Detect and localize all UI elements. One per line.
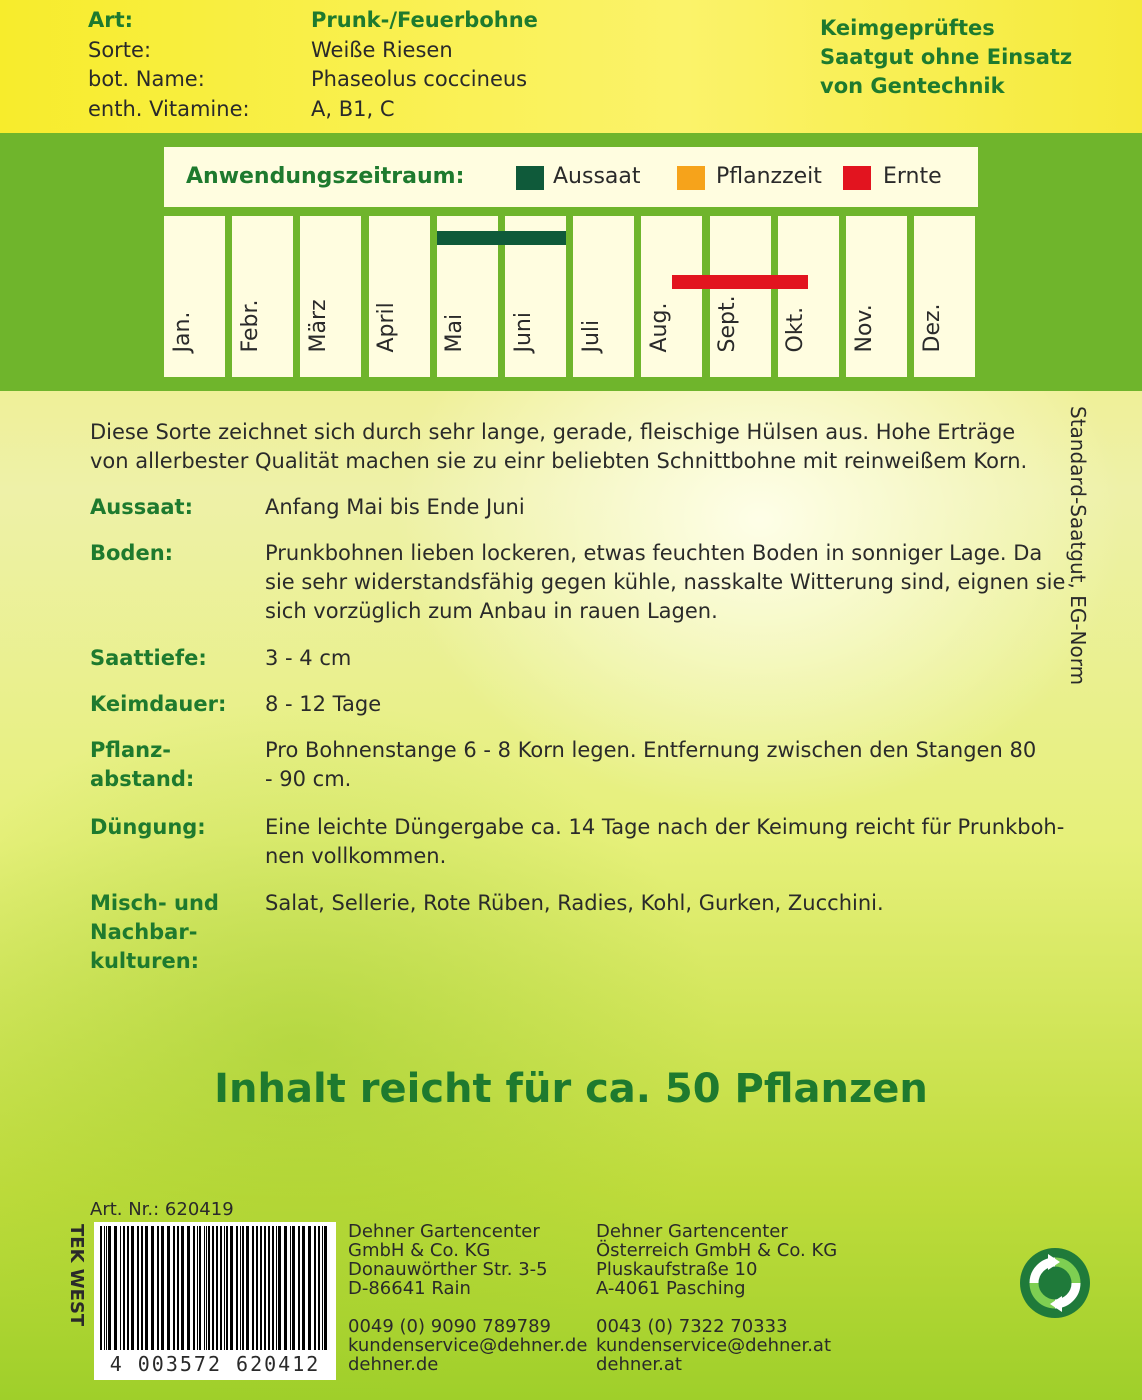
detail-key-line: Nachbar- <box>90 920 198 944</box>
fact-label: bot. Name: <box>88 67 205 91</box>
month-label: April <box>374 302 400 353</box>
detail-value-line: Eine leichte Düngergabe ca. 14 Tage nach der Keimung reicht für Prunkboh- <box>265 815 1065 839</box>
month-column <box>232 216 293 377</box>
detail-key-line: Misch- und <box>90 891 219 915</box>
fact-value: Weiße Riesen <box>311 37 453 62</box>
barcode-bar <box>252 1226 254 1350</box>
address-line: Donauwörther Str. 3-5 <box>348 1259 548 1280</box>
description: Diese Sorte zeichnet sich durch sehr lange, gerade, fleischige Hülsen aus. Hohe Erträge von allerbester Qualität machen sie zu einr beliebten Schnittbohne mit reinweißem Korn. <box>90 420 1028 473</box>
barcode-bar <box>268 1226 270 1350</box>
detail-key-line: Keimdauer: <box>90 692 227 716</box>
barcode-bar <box>127 1226 129 1350</box>
detail-value-line: nen vollkommen. <box>265 844 447 868</box>
detail-value-line: - 90 cm. <box>265 767 352 791</box>
barcode-bar <box>256 1226 258 1350</box>
barcode-bar <box>220 1226 222 1350</box>
barcode-bar <box>167 1226 170 1350</box>
fact-value: Phaseolus coccineus <box>311 67 528 91</box>
detail-key <box>90 813 260 842</box>
address-spacer <box>596 1298 837 1317</box>
barcode-bar <box>157 1226 159 1350</box>
detail-value <box>265 889 1045 918</box>
month-column <box>573 216 634 377</box>
address-line: A-4061 Pasching <box>596 1278 746 1299</box>
detail-value-line: sie sehr widerstandsfähig gegen kühle, nasskalte Witterung sind, eignen sie <box>265 570 1066 594</box>
period-bar-ernte <box>672 275 807 289</box>
barcode-bar <box>151 1226 154 1350</box>
barcode-bar <box>240 1226 241 1350</box>
barcode-bar <box>308 1226 311 1350</box>
barcode-bar <box>242 1226 244 1350</box>
content-note: Inhalt reicht für ca. 50 Pflanzen <box>214 1066 928 1112</box>
legend-label-ernte: Ernte <box>883 164 942 189</box>
side-note <box>1062 406 1092 696</box>
address-line: Österreich GmbH & Co. KG <box>596 1240 838 1261</box>
barcode-bar <box>264 1226 266 1350</box>
barcode-bar <box>226 1226 228 1350</box>
fact-value: Prunk-/Feuerbohne <box>311 8 538 32</box>
legend-swatch-aussaat <box>516 166 544 190</box>
barcode-bar <box>173 1226 175 1350</box>
article-number: Art. Nr.: 620419 <box>90 1199 234 1220</box>
month-label: Aug. <box>646 302 672 353</box>
barcode-bar <box>260 1226 262 1350</box>
barcode-bar <box>314 1226 316 1350</box>
barcode-bar <box>230 1226 233 1350</box>
barcode-bar <box>108 1226 111 1350</box>
barcode-bar <box>324 1226 327 1350</box>
barcode-bar <box>278 1226 281 1350</box>
legend-swatch-ernte <box>843 166 871 190</box>
contact-line: kundenservice@dehner.at <box>596 1335 832 1356</box>
month-column <box>710 216 771 377</box>
barcode-bar <box>137 1226 139 1350</box>
month-label: Dez. <box>919 303 945 353</box>
barcode-bar <box>114 1226 117 1350</box>
detail-key <box>90 644 260 673</box>
contact-line: dehner.de <box>348 1354 439 1375</box>
legend-label-pflanzzeit: Pflanzzeit <box>716 164 822 189</box>
legend-swatch-pflanzzeit <box>677 166 705 190</box>
gmo-free-badge <box>820 14 1120 101</box>
barcode-bar <box>208 1226 210 1350</box>
barcode-bar <box>131 1226 134 1350</box>
month-label: Sept. <box>715 295 741 353</box>
detail-value-line: Prunkbohnen lieben lockeren, etwas feuchten Boden in sonniger Lage. Da <box>265 541 1043 565</box>
barcode-bar <box>322 1226 323 1350</box>
barcode-bar <box>224 1226 225 1350</box>
month-label: Nov. <box>851 304 877 353</box>
barcode <box>94 1222 336 1380</box>
barcode-bar <box>284 1226 287 1350</box>
barcode-bar <box>120 1226 121 1350</box>
address-spacer <box>348 1298 587 1317</box>
detail-value-line: Anfang Mai bis Ende Juni <box>265 495 525 519</box>
tek-logo <box>64 1224 90 1364</box>
month-label: Febr. <box>237 299 263 353</box>
tek-label: TEK WEST <box>66 1224 87 1327</box>
detail-key-line: kulturen: <box>90 949 200 973</box>
detail-value-line: Pro Bohnenstange 6 - 8 Korn legen. Entfernung zwischen den Stangen 80 <box>265 738 1037 762</box>
detail-key <box>90 736 260 794</box>
month-column <box>369 216 430 377</box>
detail-value <box>265 493 1045 522</box>
month-column <box>164 216 225 377</box>
barcode-bar <box>197 1226 198 1350</box>
barcode-bar <box>206 1226 207 1350</box>
month-label: Jan. <box>169 311 195 353</box>
month-label: Juli <box>578 319 604 353</box>
barcode-bar <box>193 1226 195 1350</box>
barcode-bar <box>123 1226 125 1350</box>
detail-value <box>265 539 1066 626</box>
barcode-bar <box>290 1226 291 1350</box>
badge-line: von Gentechnik <box>820 74 1005 98</box>
calendar-title: Anwendungszeitraum: <box>186 164 465 189</box>
month-label: Okt. <box>783 306 809 353</box>
barcode-bar <box>298 1226 300 1350</box>
address-austria <box>596 1222 837 1374</box>
contact-line: dehner.at <box>596 1354 682 1375</box>
barcode-number: 4 003572 620412 <box>109 1352 321 1376</box>
detail-key <box>90 690 260 719</box>
fact-label: Art: <box>88 8 134 32</box>
green-dot-icon <box>1018 1246 1092 1320</box>
barcode-bar <box>100 1226 102 1350</box>
detail-key-line: Pflanz- <box>90 738 172 762</box>
address-line: GmbH & Co. KG <box>348 1240 491 1261</box>
detail-value <box>265 690 1045 719</box>
badge-line: Saatgut ohne Einsatz <box>820 45 1073 69</box>
calendar-legend <box>164 147 978 207</box>
contact-line: kundenservice@dehner.de <box>348 1335 588 1356</box>
barcode-bar <box>199 1226 201 1350</box>
barcode-bar <box>236 1226 238 1350</box>
barcode-bar <box>272 1226 274 1350</box>
address-line: D-86641 Rain <box>348 1278 471 1299</box>
fact-label: enth. Vitamine: <box>88 96 250 121</box>
detail-value <box>265 813 1065 871</box>
month-column <box>300 216 361 377</box>
barcode-bar <box>161 1226 164 1350</box>
address-germany <box>348 1222 587 1374</box>
contact-line: 0043 (0) 7322 70333 <box>596 1316 788 1337</box>
address-line: Pluskaufstraße 10 <box>596 1259 758 1280</box>
address-line: Dehner Gartencenter <box>596 1221 788 1242</box>
address-line: Dehner Gartencenter <box>348 1221 540 1242</box>
barcode-bar <box>302 1226 305 1350</box>
detail-value <box>265 644 1045 673</box>
period-bar-aussaat <box>437 231 566 245</box>
detail-value-line: sich vorzüglich zum Anbau in rauen Lagen. <box>265 599 718 623</box>
detail-key-line: Saattiefe: <box>90 646 207 670</box>
barcode-bar <box>181 1226 184 1350</box>
barcode-bar <box>318 1226 320 1350</box>
fact-value: A, B1, C <box>311 96 395 121</box>
month-label: März <box>305 299 331 353</box>
contact-line: 0049 (0) 9090 789789 <box>348 1316 551 1337</box>
fact-label: Sorte: <box>88 37 152 62</box>
barcode-bar <box>212 1226 214 1350</box>
month-column <box>778 216 839 377</box>
barcode-bar <box>216 1226 218 1350</box>
month-column <box>914 216 975 377</box>
barcode-bar <box>187 1226 190 1350</box>
barcode-bar <box>204 1226 205 1350</box>
barcode-bar <box>106 1226 107 1350</box>
detail-value-line: 8 - 12 Tage <box>265 692 382 716</box>
detail-value-line: Salat, Sellerie, Rote Rüben, Radies, Kohl, Gurken, Zucchini. <box>265 891 884 915</box>
detail-value <box>265 736 1045 794</box>
legend-label-aussaat: Aussaat <box>553 164 641 189</box>
detail-key-line: Boden: <box>90 541 174 565</box>
month-label: Mai <box>442 313 468 353</box>
detail-value-line: 3 - 4 cm <box>265 646 352 670</box>
detail-key <box>90 493 260 522</box>
detail-key-line: abstand: <box>90 767 195 791</box>
month-label: Juni <box>510 312 536 353</box>
barcode-bar <box>141 1226 143 1350</box>
detail-key <box>90 539 260 568</box>
barcode-bar <box>104 1226 105 1350</box>
barcode-bars <box>100 1226 330 1350</box>
detail-key-line: Düngung: <box>90 815 206 839</box>
barcode-bar <box>246 1226 249 1350</box>
badge-line: Keimgeprüftes <box>820 16 995 40</box>
side-note-text: Standard-Saatgut, EG-Norm <box>1066 406 1090 686</box>
month-column <box>846 216 907 377</box>
barcode-bar <box>145 1226 148 1350</box>
detail-key-line: Aussaat: <box>90 495 193 519</box>
barcode-bar <box>276 1226 277 1350</box>
barcode-bar <box>177 1226 179 1350</box>
detail-key <box>90 889 260 976</box>
month-column <box>641 216 702 377</box>
barcode-bar <box>292 1226 295 1350</box>
